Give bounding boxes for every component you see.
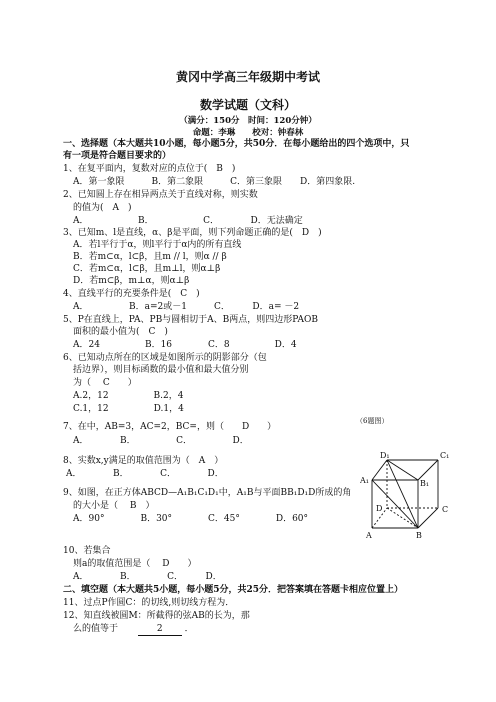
q10-stem-cont: 则a的取值范围是（ D ） [73, 559, 197, 569]
cube-figure [360, 450, 460, 540]
q6-stem-cont: 括边界），则目标函数的最小值和最大值分别 [73, 365, 249, 375]
q3-option-c: C．若m⊂α，l⊂β，且m⊥l，则α⊥β [73, 264, 221, 274]
q12-answer-blank: 2 [138, 624, 182, 636]
q6-stem-cont2: 为（ C ） [73, 378, 137, 388]
q12-end-punct: ． [184, 624, 194, 634]
label-b1: B₁ [420, 479, 430, 488]
q9-stem-cont: 的大小是（ B ） [73, 501, 155, 511]
q10-options: A． B． C． D． [73, 572, 222, 582]
q10-stem: 10、若集合 [63, 546, 111, 556]
q12-stem-text: 么的值等于 [73, 624, 119, 634]
q2-stem: 2、已知圆上存在相异两点关于直线对称，则实数 [63, 190, 258, 200]
q2-options: A． B． C． D．无法确定 [73, 216, 303, 226]
label-b: B [416, 531, 422, 540]
q1-stem: 1、在复平面内，复数对应的点位于( B ) [63, 164, 236, 174]
q11-stem: 11、过点P作圆C：的切线,则切线方程为． [63, 598, 235, 608]
q6-options-row1: A.2，12 B.2，4 [73, 391, 184, 401]
q1-options: A．第一象限 B．第二象限 C．第三象限 D．第四象限. [73, 177, 356, 187]
q6-stem: 6、已知动点所在的区域是如图所示的阴影部分（包 [63, 353, 267, 363]
q4-options: A． B．a=2或－1 C． D．a= －2 [73, 302, 300, 312]
q3-option-a: A．若l平行于α，则l平行于α内的所有直线 [73, 240, 242, 250]
cube-edge [418, 460, 438, 480]
q3-option-d: D．若m⊂β，m⊥α，则α⊥β [73, 276, 190, 286]
school-title: 黄冈中学高三年级期中考试 [175, 70, 320, 84]
q9-stem: 9、如图，在正方体ABCD—A₁B₁C₁D₁中，A₁B与平面BB₁D₁D所成的角 [63, 488, 352, 498]
label-d: D [376, 504, 383, 513]
label-d1: D₁ [380, 451, 390, 460]
q3-stem: 3、已知m、l是直线，α、β是平面，则下列命题正确的是( D ) [63, 228, 322, 238]
exam-authors: 命题：李琳 校对：钟春林 [192, 128, 304, 138]
section-one-heading: 一、选择题（本大题共10小题，每小题5分，共50分．在每小题给出的四个选项中，只 [63, 139, 410, 149]
q6-options-row2: C.1，12 D.1，4 [73, 404, 184, 414]
q8-options: A． B． C． D． [66, 469, 224, 479]
label-c1: C₁ [440, 451, 450, 460]
q12-stem: 12、知直线被圆M：所截得的弦AB的长为，那 [63, 611, 250, 621]
label-c: C [442, 505, 449, 514]
q5-options: A．24 B．16 C．8 D．4 [73, 340, 297, 350]
q8-stem: 8、实数x,y满足的取值范围为（ A ） [63, 456, 224, 466]
q9-options: A．90° B．30° C．45° D．60° [73, 514, 309, 524]
section-one-heading-cont: 有一项是符合题目要求的） [63, 151, 172, 161]
q2-stem-cont: 的值为( A ) [73, 203, 132, 213]
q7-stem: 7、在中，AB=3，AC=2，BC=，则（ D ） [63, 422, 277, 432]
cube-edge [418, 508, 438, 528]
label-a: A [366, 531, 372, 540]
q12-stem-cont [73, 624, 194, 636]
q4-stem: 4、直线平行的充要条件是( C ) [63, 289, 200, 299]
section-two-heading: 二、填空题（本大题共5小题，每小题5分，共25分．把答案填在答题卡相应位置上） [63, 585, 404, 595]
q7-options: A． B． C． D． [73, 436, 249, 446]
label-a1: A₁ [360, 476, 369, 485]
q6-figure-caption: （6题图） [356, 417, 389, 425]
q5-stem: 5、P在直线上，PA、PB与圆相切于A、B两点，则四边形PAOB [63, 315, 319, 325]
q5-stem-cont: 面积的最小值为( C ) [73, 327, 168, 337]
cube-edge [372, 460, 387, 480]
q3-option-b: B．若m⊂α，l⊂β，且m // l，则α // β [73, 252, 227, 262]
subject-title: 数学试题（文科） [199, 98, 296, 112]
exam-meta: （满分：150分 时间：120分钟） [179, 116, 317, 126]
